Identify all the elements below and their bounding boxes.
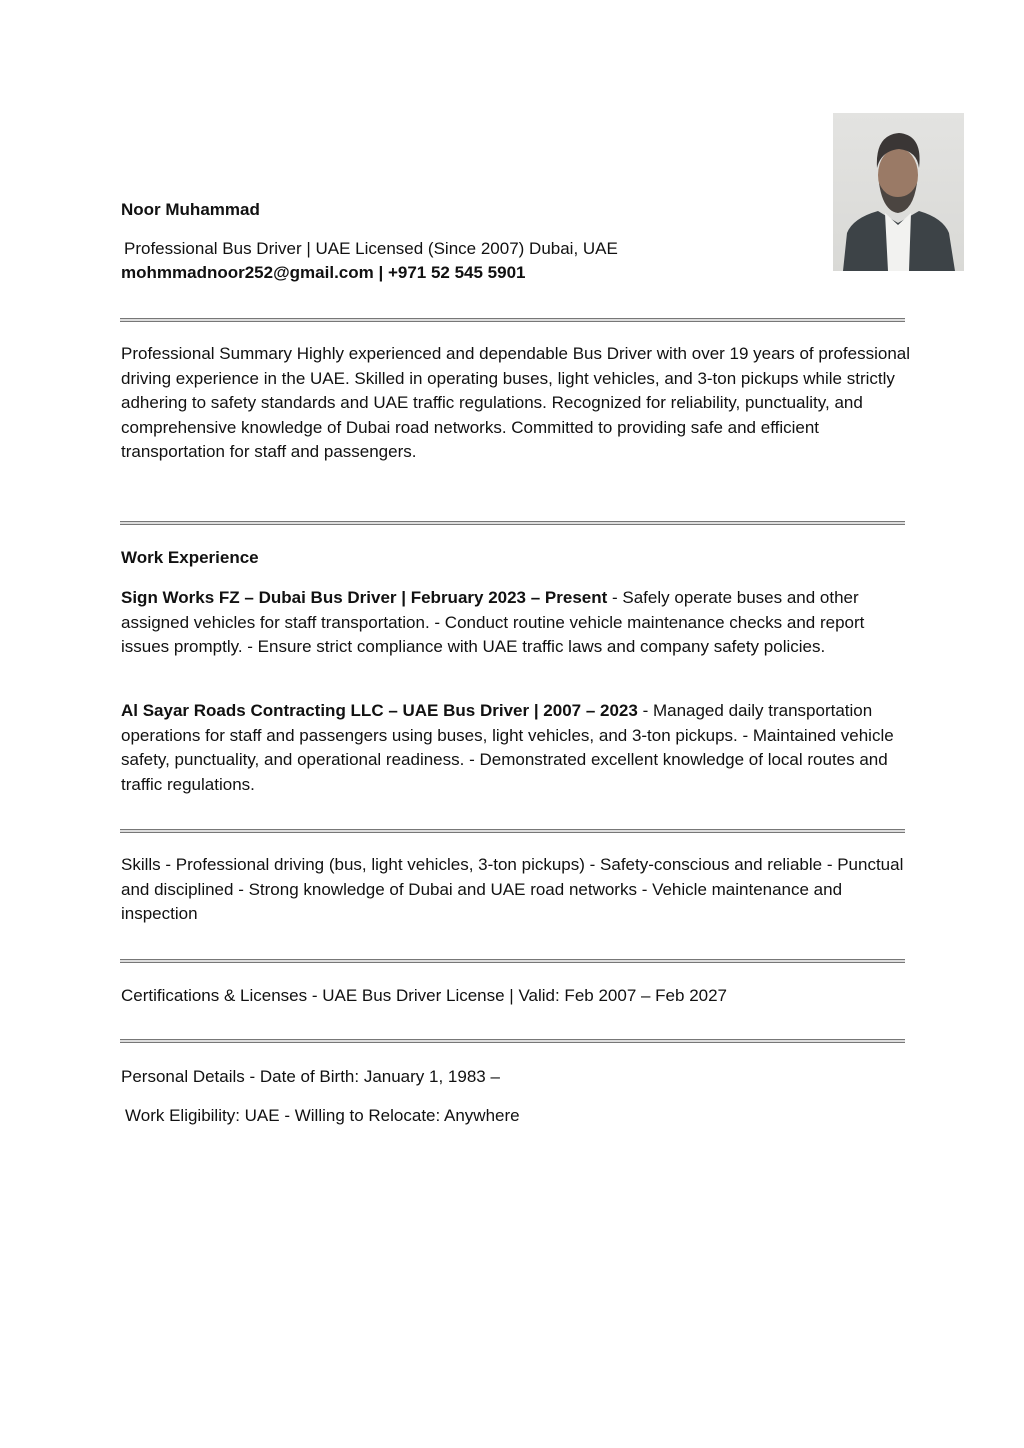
section-divider [120, 829, 905, 833]
candidate-name: Noor Muhammad [121, 200, 260, 219]
work-experience-heading: Work Experience [121, 548, 259, 567]
personal-details: Personal Details - Date of Birth: January 1, 1983 – [121, 1067, 500, 1086]
professional-summary: Professional Summary Highly experienced and dependable Bus Driver with over 19 years of professional driving experience in the UAE. Skilled in operating buses, light vehicles, and 3-ton pickups while strictly adhering to safety standards and UAE traffic regulations. Recognized for reliability, punctuality, and comprehensive knowledge of Dubai road networks. Committed to providing safe and efficient transportation for staff and passengers. [121, 344, 911, 462]
skills-section: Skills - Professional driving (bus, light vehicles, 3-ton pickups) - Safety-conscious and reliable - Punctual and disciplined - Strong knowledge of Dubai and UAE road networks - Vehicle maintenance and inspection [121, 855, 904, 924]
section-divider [120, 521, 905, 525]
candidate-title: Professional Bus Driver | UAE Licensed (Since 2007) Dubai, UAE [124, 239, 618, 258]
section-divider [120, 959, 905, 963]
certifications-section: Certifications & Licenses - UAE Bus Driver License | Valid: Feb 2007 – Feb 2027 [121, 986, 728, 1005]
section-divider [120, 318, 905, 322]
work-eligibility: Work Eligibility: UAE - Willing to Relocate: Anywhere [125, 1106, 520, 1125]
job-entry [121, 586, 911, 660]
section-divider [120, 1039, 905, 1043]
job-title: Sign Works FZ – Dubai Bus Driver | February 2023 – Present [121, 588, 608, 607]
job-details: - Managed daily transportation operations for staff and passengers using buses, light vehicles, and 3-ton pickups. - Maintained vehicle safety, punctuality, and operational readiness. - Demonstrated excellent knowledge of local routes and traffic regulations. [121, 701, 894, 794]
job-entry [121, 699, 911, 797]
job-details: - Safely operate buses and other assigned vehicles for staff transportation. - Conduct routine vehicle maintenance checks and report issues promptly. - Ensure strict compliance with UAE traffic laws and company safety policies. [121, 588, 865, 657]
job-title: Al Sayar Roads Contracting LLC – UAE Bus Driver | 2007 – 2023 [121, 701, 638, 720]
contact-info: mohmmadnoor252@gmail.com | +971 52 545 5901 [121, 263, 526, 282]
